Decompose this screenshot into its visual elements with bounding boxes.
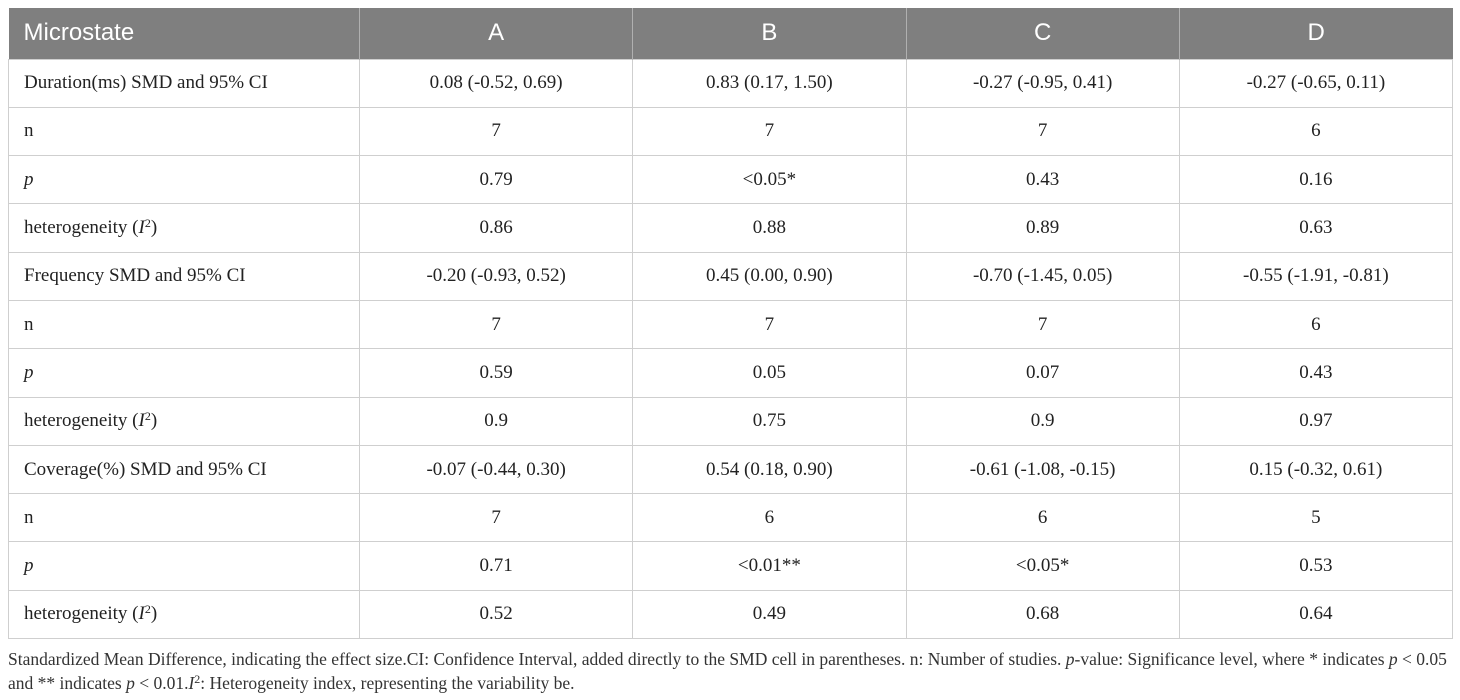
row-label-prefix: heterogeneity (: [24, 217, 139, 239]
cell-b: <0.05*: [633, 156, 906, 204]
cell-c: <0.05*: [906, 542, 1179, 590]
header-microstate: Microstate: [23, 19, 135, 47]
cell-c: -0.70 (-1.45, 0.05): [906, 252, 1179, 300]
table-row: [9, 397, 1453, 445]
row-label-suffix: ): [150, 217, 158, 239]
cell-b: 0.75: [633, 397, 906, 445]
row-label-prefix: heterogeneity (: [24, 603, 139, 625]
footnote-part1: Standardized Mean Difference, indicating the effect size.CI: Confidence Interval, added directly to the SMD cell in parentheses. n: Number of studies.: [8, 649, 1066, 669]
row-label-sup: 2: [144, 409, 151, 424]
table-row: [9, 107, 1453, 155]
row-label: n: [9, 107, 360, 155]
cell-b: <0.01**: [633, 542, 906, 590]
cell-b: 7: [633, 107, 906, 155]
footnote-part5: : Heterogeneity index, representing the variability be.: [200, 673, 575, 693]
cell-a: 0.9: [360, 397, 633, 445]
row-label: p: [9, 349, 360, 397]
cell-a: -0.20 (-0.93, 0.52): [360, 252, 633, 300]
cell-a: 0.52: [360, 590, 633, 638]
row-label: [9, 590, 360, 638]
table-row: [9, 349, 1453, 397]
footnote-part3: < 0.05 and ** indicates: [8, 649, 1447, 693]
cell-b: 0.05: [633, 349, 906, 397]
cell-d: 5: [1179, 494, 1452, 542]
cell-c: 0.68: [906, 590, 1179, 638]
table-row: [9, 445, 1453, 493]
row-label: Duration(ms) SMD and 95% CI: [9, 59, 360, 107]
footnote-p2: p: [1388, 649, 1398, 669]
cell-c: -0.61 (-1.08, -0.15): [906, 445, 1179, 493]
results-table-container: [8, 8, 1452, 639]
cell-d: 6: [1179, 300, 1452, 348]
cell-a: 7: [360, 107, 633, 155]
row-label-i: I: [138, 603, 145, 625]
footnote-i: I: [188, 673, 195, 693]
row-label-suffix: ): [150, 410, 158, 432]
row-label: Coverage(%) SMD and 95% CI: [9, 445, 360, 493]
table-row: [9, 252, 1453, 300]
row-label: [9, 397, 360, 445]
cell-b: 0.49: [633, 590, 906, 638]
row-label: n: [9, 494, 360, 542]
cell-c: 0.07: [906, 349, 1179, 397]
cell-d: 0.63: [1179, 204, 1452, 252]
cell-d: 0.43: [1179, 349, 1452, 397]
cell-a: 0.79: [360, 156, 633, 204]
cell-d: 0.97: [1179, 397, 1452, 445]
cell-d: -0.55 (-1.91, -0.81): [1179, 252, 1452, 300]
cell-d: 0.16: [1179, 156, 1452, 204]
cell-b: 0.88: [633, 204, 906, 252]
table-row: [9, 300, 1453, 348]
footnote-part2: -value: Significance level, where * indicates: [1074, 649, 1389, 669]
header-a: A: [360, 8, 633, 59]
table-row: [9, 204, 1453, 252]
cell-d: 0.64: [1179, 590, 1452, 638]
header-c: C: [906, 8, 1179, 59]
cell-c: 0.89: [906, 204, 1179, 252]
row-label: [9, 204, 360, 252]
table-row: [9, 590, 1453, 638]
cell-c: -0.27 (-0.95, 0.41): [906, 59, 1179, 107]
cell-a: 0.71: [360, 542, 633, 590]
cell-a: 7: [360, 300, 633, 348]
cell-b: 0.83 (0.17, 1.50): [633, 59, 906, 107]
cell-c: 0.43: [906, 156, 1179, 204]
cell-b: 0.45 (0.00, 0.90): [633, 252, 906, 300]
cell-d: 0.15 (-0.32, 0.61): [1179, 445, 1452, 493]
table-row: [9, 59, 1453, 107]
header-b: B: [633, 8, 906, 59]
cell-d: -0.27 (-0.65, 0.11): [1179, 59, 1452, 107]
footnote-p3: p: [126, 673, 135, 693]
cell-b: 0.54 (0.18, 0.90): [633, 445, 906, 493]
table-header-row: [9, 8, 1453, 59]
row-label-i: I: [138, 217, 145, 239]
cell-a: 7: [360, 494, 633, 542]
row-label-prefix: heterogeneity (: [24, 410, 139, 432]
table-row: [9, 156, 1453, 204]
footnote-sup: 2: [194, 672, 201, 686]
row-label: Frequency SMD and 95% CI: [9, 252, 360, 300]
cell-c: 7: [906, 300, 1179, 348]
cell-c: 6: [906, 494, 1179, 542]
row-label-i: I: [138, 410, 145, 432]
cell-a: 0.86: [360, 204, 633, 252]
table-row: [9, 494, 1453, 542]
footnote-part4: < 0.01.: [134, 673, 189, 693]
row-label: p: [9, 156, 360, 204]
cell-c: 7: [906, 107, 1179, 155]
cell-d: 0.53: [1179, 542, 1452, 590]
row-label-sup: 2: [144, 216, 151, 231]
cell-d: 6: [1179, 107, 1452, 155]
table-row: [9, 542, 1453, 590]
row-label: p: [9, 542, 360, 590]
cell-a: 0.59: [360, 349, 633, 397]
cell-b: 6: [633, 494, 906, 542]
table-footnote: [8, 647, 1454, 695]
cell-c: 0.9: [906, 397, 1179, 445]
cell-a: -0.07 (-0.44, 0.30): [360, 445, 633, 493]
row-label-sup: 2: [144, 602, 151, 617]
row-label-suffix: ): [150, 603, 158, 625]
footnote-p1: p: [1065, 649, 1075, 669]
microstate-results-table: [8, 8, 1453, 639]
header-d: D: [1179, 8, 1452, 59]
cell-a: 0.08 (-0.52, 0.69): [360, 59, 633, 107]
row-label: n: [9, 300, 360, 348]
cell-b: 7: [633, 300, 906, 348]
